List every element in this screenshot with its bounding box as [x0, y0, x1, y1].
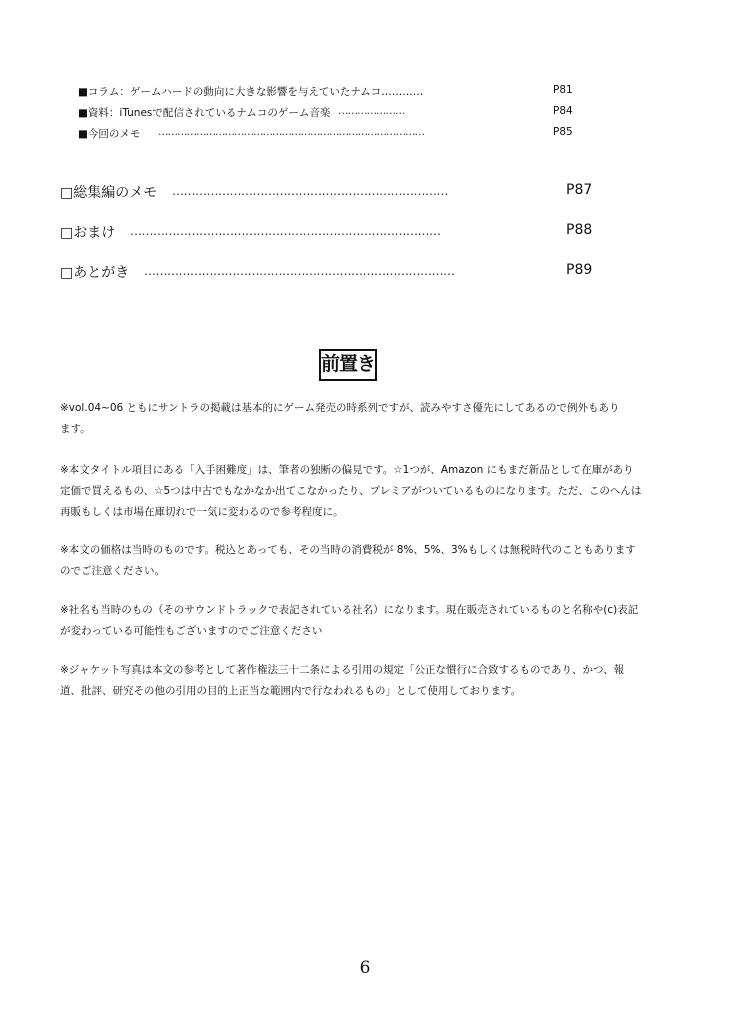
note-paragraph	[60, 460, 650, 523]
paragraph-line: 定価で買えるもの、☆5つは中古でもなかなか出てこなかったり、プレミアがついているものになります。ただ、このへんは	[60, 485, 642, 497]
toc-entry-title: □おまけ	[60, 225, 116, 241]
toc-entry-title: ■今回のメモ	[78, 128, 141, 140]
toc-entry-title: □あとがき	[60, 265, 130, 281]
note-paragraph	[60, 660, 650, 702]
toc-entry-title: ■資料：iTunesで配信されているナムコのゲーム音楽	[78, 107, 331, 119]
paragraph-line: が変わっている可能性もございますのでご注意ください	[60, 625, 323, 637]
note-paragraph	[60, 600, 650, 642]
toc-entry-title: ■コラム：ゲームハードの動向に大きな影響を与えていたナムコ…………	[78, 86, 424, 98]
toc-entry-page: P89	[566, 262, 593, 278]
toc-entry	[60, 262, 600, 288]
toc-leader-dots: …………………………………………………………………………	[158, 126, 424, 138]
toc-entry-page: P81	[553, 84, 573, 96]
toc-entry	[60, 222, 600, 248]
paragraph-line: ※社名も当時のもの（そのサウンドトラックで表記されている社名）になります。現在販売されているものと名称や(c)表記	[60, 604, 639, 616]
toc-entry-page: P84	[553, 105, 573, 117]
toc-entry-page: P88	[566, 222, 593, 238]
note-paragraph	[60, 540, 650, 582]
paragraph-line: ※本文タイトル項目にある「入手困難度」は、筆者の独断の偏見です。☆1つが、Amazon にもまだ新品として在庫があり	[60, 464, 634, 476]
toc-leader-dots: ………………………………………………………………	[172, 184, 448, 198]
paragraph-line: 再販もしくは市場在庫切れで一気に変わるので参考程度に。	[60, 506, 344, 518]
paragraph-line: ※ジャケット写真は本文の参考として著作権法三十二条による引用の規定「公正な慣行に合致するものであり、かつ、報	[60, 664, 625, 676]
paragraph-line: 道、批評、研究その他の引用の目的上正当な範囲内で行なわれるもの」として使用しております。	[60, 685, 522, 697]
toc-entry-title: □総集編のメモ	[60, 185, 158, 201]
paragraph-line: ※vol.04~06 ともにサントラの掲載は基本的にゲーム発売の時系列ですが、読みやすさ優先にしてあるので例外もあり	[60, 402, 620, 414]
section-heading: 前置き	[319, 349, 377, 381]
toc-entry	[78, 84, 578, 104]
toc-entry-page: P85	[553, 126, 573, 138]
note-paragraph	[60, 398, 650, 440]
toc-entry	[60, 182, 600, 208]
toc-leader-dots: …………………	[338, 105, 405, 117]
toc-entry-page: P87	[566, 182, 593, 198]
paragraph-line: のでご注意ください。	[60, 565, 165, 577]
toc-entry	[78, 105, 578, 125]
toc-leader-dots: ………………………………………………………………………	[144, 264, 455, 278]
toc-leader-dots: ………………………………………………………………………	[130, 224, 441, 238]
paragraph-line: ※本文の価格は当時のものです。税込とあっても、その当時の消費税が 8%、5%、3%もしくは無税時代のこともあります	[60, 544, 636, 556]
page-number: 6	[359, 958, 371, 978]
paragraph-line: ます。	[60, 423, 91, 435]
toc-entry	[78, 126, 578, 146]
